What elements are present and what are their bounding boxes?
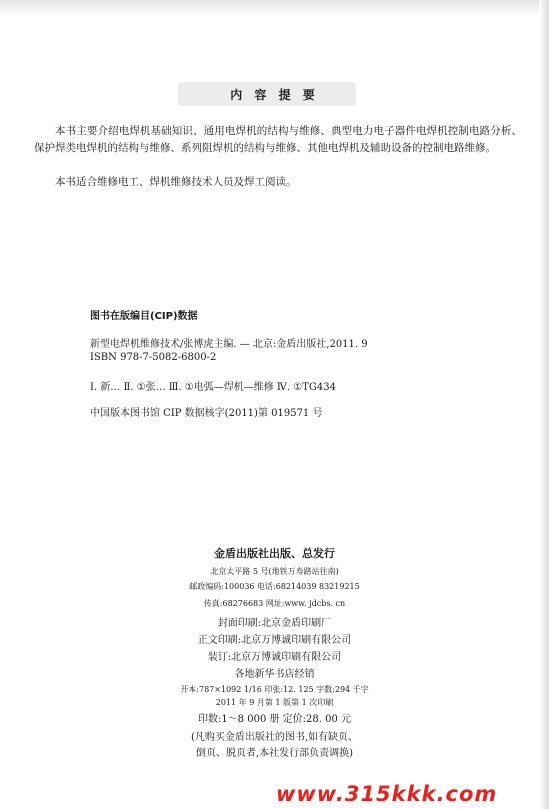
colophon-format: 开本:787×1092 1/16 印张:12. 125 字数:294 千字 bbox=[180, 685, 369, 694]
cip-classification: Ⅰ. 新… Ⅱ. ①张… Ⅲ. ①电弧—焊机—维修 Ⅳ. ①TG434 bbox=[90, 382, 336, 393]
colophon-text-print: 正文印刷:北京万博诚印刷有限公司 bbox=[197, 635, 352, 646]
colophon-print-price: 印数:1～8 000 册 定价:28. 00 元 bbox=[197, 714, 352, 725]
cip-record: 中国版本图书馆 CIP 数据核字(2011)第 019571 号 bbox=[90, 408, 323, 419]
colophon-notice-line-2: 倒页、脱页者,本社发行部负责调换) bbox=[195, 748, 354, 759]
site-watermark: www.315kkk.com bbox=[276, 782, 498, 806]
cip-book-line: 新型电焊机维修技术/张博虎主编. — 北京:金盾出版社,2011. 9 bbox=[90, 339, 368, 350]
colophon-binding: 装订:北京万博诚印刷有限公司 bbox=[207, 652, 342, 663]
cip-isbn: ISBN 978-7-5082-6800-2 bbox=[90, 352, 217, 363]
colophon-distribution: 各地新华书店经销 bbox=[234, 669, 315, 680]
colophon-publisher: 金盾出版社出版、总发行 bbox=[214, 547, 335, 560]
summary-paragraph-2: 本书适合维修电工、焊机维修技术人员及焊工阅读。 bbox=[55, 176, 297, 188]
summary-heading: 内 容 提 要 bbox=[230, 88, 319, 102]
colophon-notice-line-1: (凡购买金盾出版社的图书,如有缺页、 bbox=[190, 732, 359, 743]
colophon-postal-phone: 邮政编码:100036 电话:68214039 83219215 bbox=[189, 582, 360, 591]
colophon-cover-print: 封面印刷:北京金盾印刷厂 bbox=[217, 618, 332, 629]
summary-paragraph-1: 本书主要介绍电焊机基础知识、通用电焊机的结构与维修、典型电力电子器件电焊机控制电路分析、保护焊类电焊机的结构与维修、系列阻焊机的结构与维修、其他电焊机及辅助设备的控制电路维修。 bbox=[34, 125, 522, 154]
page-top-shadow bbox=[0, 0, 549, 18]
cip-title: 图书在版编目(CIP)数据 bbox=[90, 311, 198, 322]
colophon-fax-web: 传真:68276683 网址:www. jdcbs. cn bbox=[203, 599, 346, 608]
colophon-address: 北京太平路 5 号(地铁万寿路站往南) bbox=[210, 567, 339, 576]
colophon-edition: 2011 年 9 月第 1 版第 1 次印刷 bbox=[215, 698, 334, 707]
